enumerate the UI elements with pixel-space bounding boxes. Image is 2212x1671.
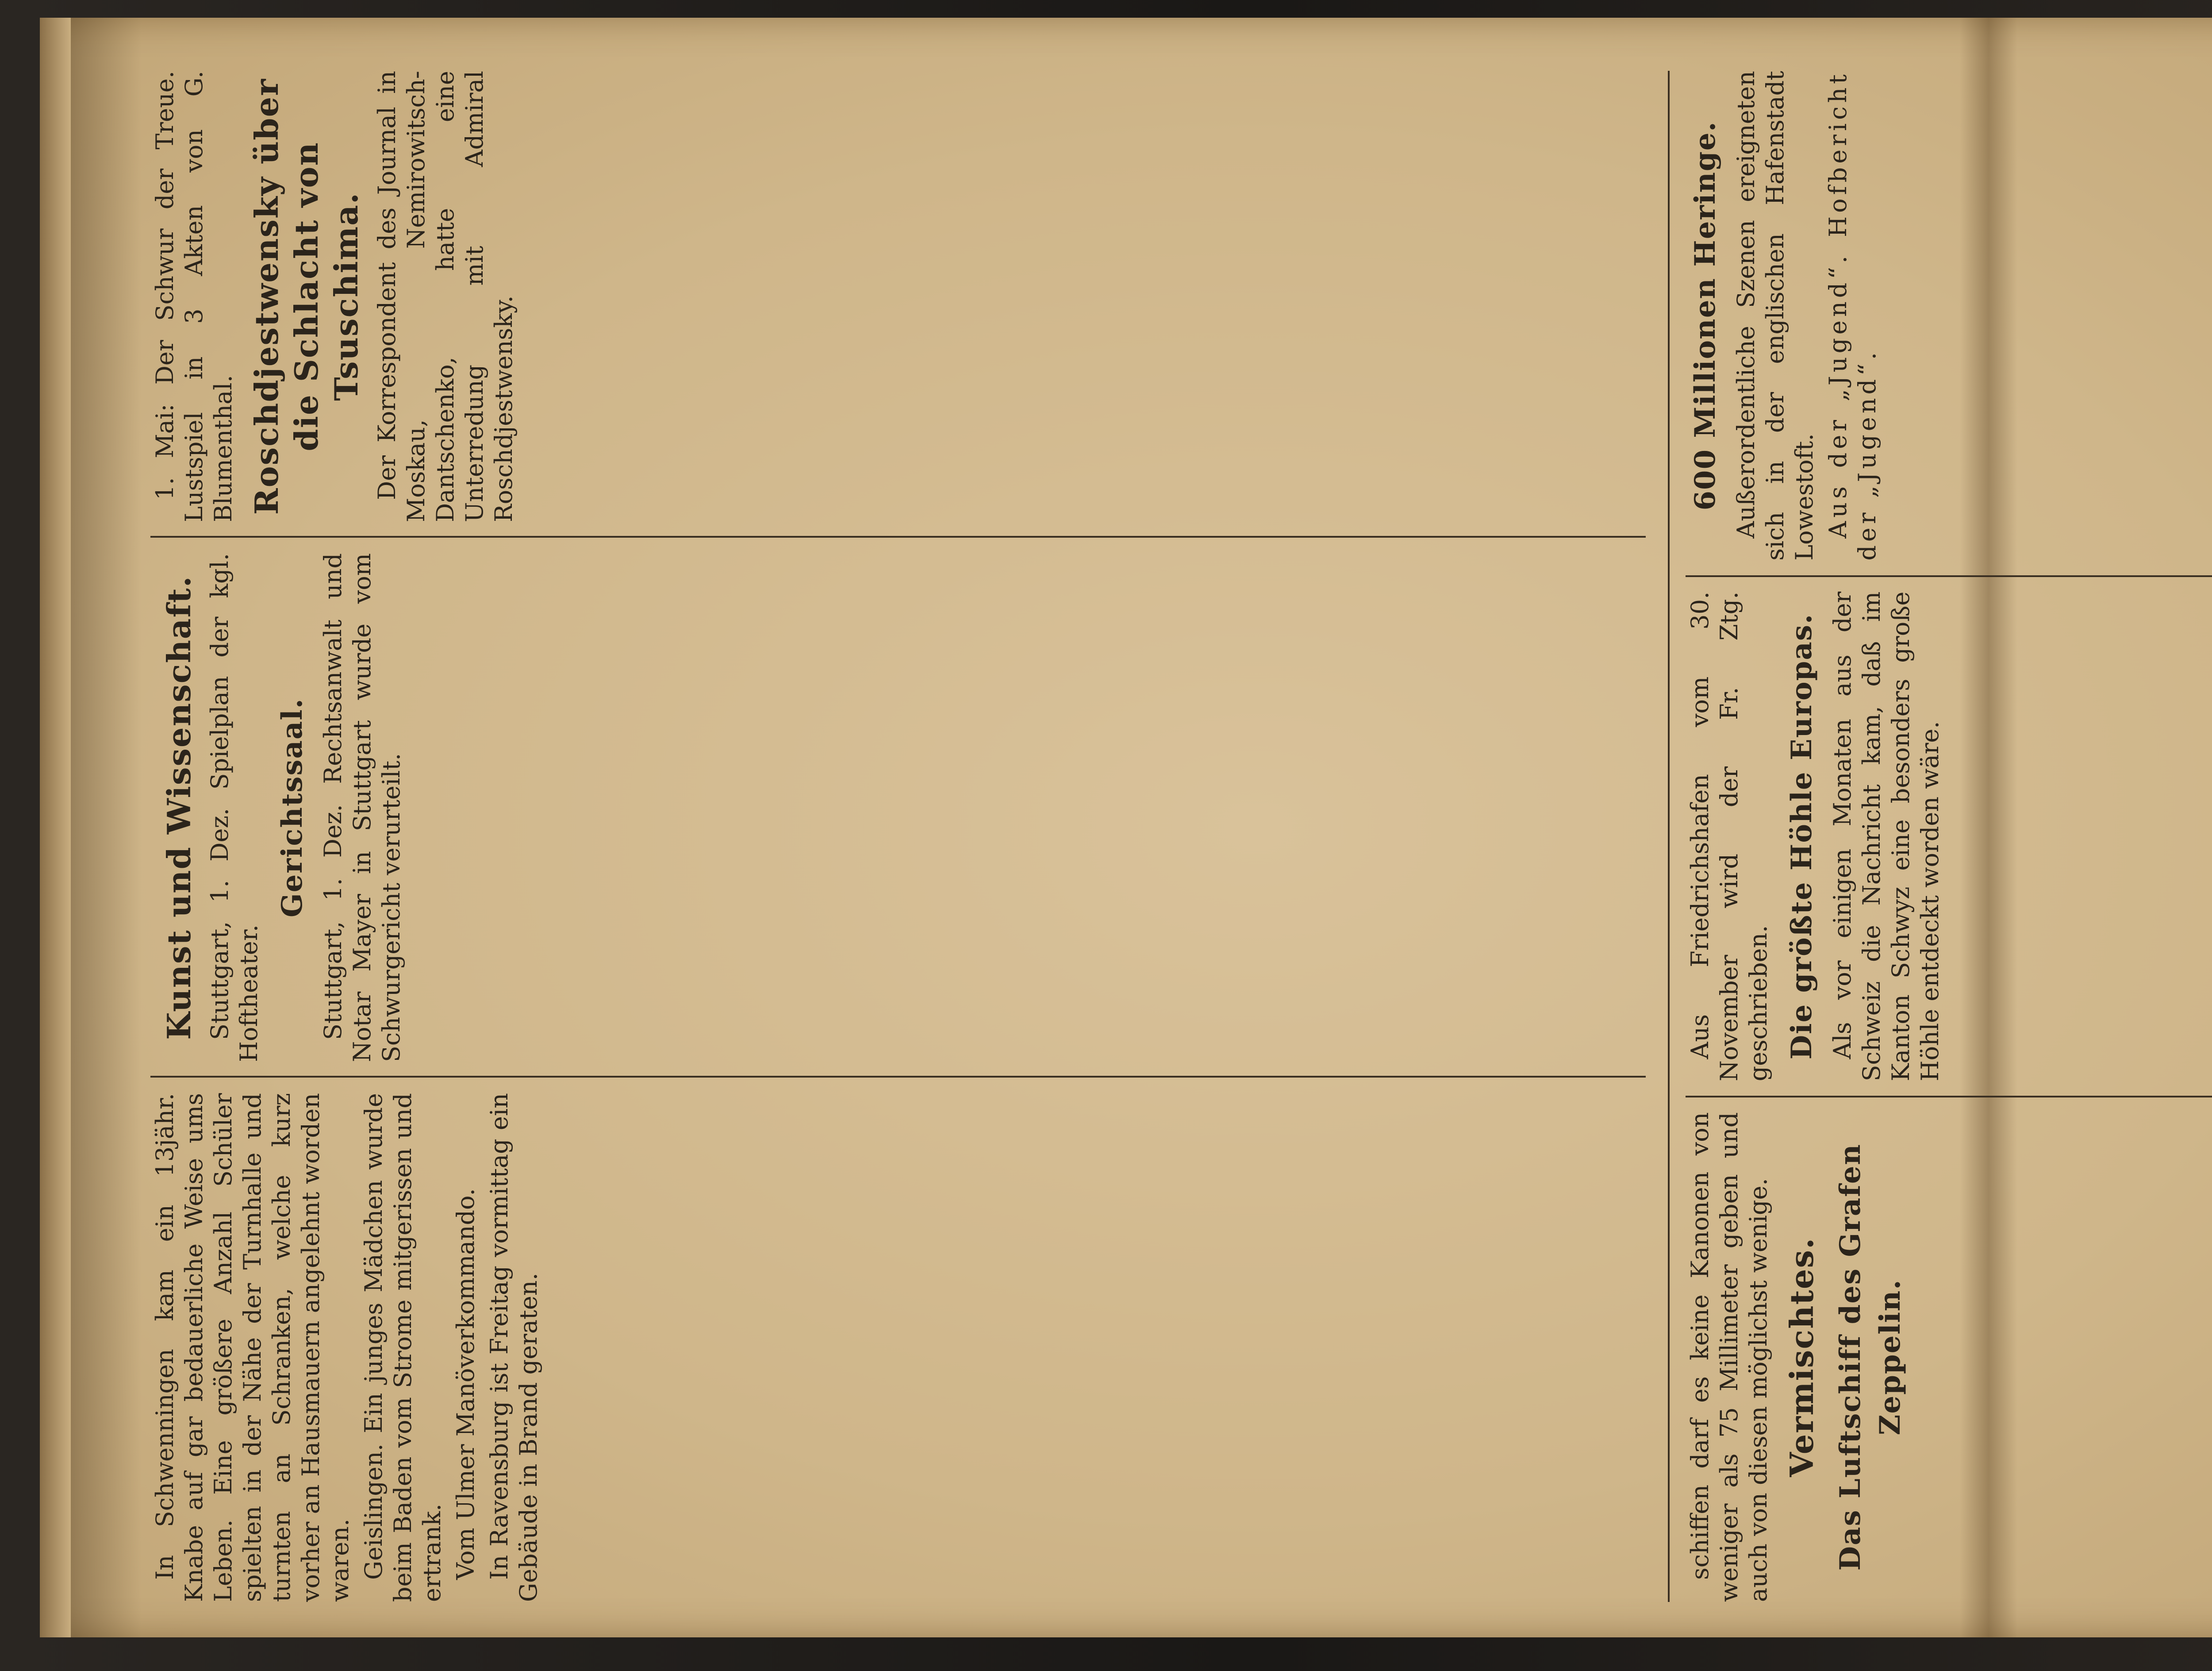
fold-shadow — [71, 18, 142, 1637]
column-1 — [150, 1093, 1646, 1602]
col4-paragraph-1: schiffen darf es keine Kanonen von weniger als 75 Millimeter geben und auch von diesen möglichst wenige. — [1686, 1112, 1772, 1602]
col1-paragraph-3: Vom Ulmer Manöverkommando. — [452, 1188, 480, 1580]
col4-paragraph-2: Aus Friedrichshafen vom 30. November wird der Fr. Ztg. geschrieben. — [1686, 591, 1772, 1082]
rotated-text-sheet — [150, 71, 2212, 1602]
col2-paragraph-2: Stuttgart, 1. Dez. Rechtsanwalt und Notar Mayer in Stuttgart wurde vom Schwurgericht verurteilt. — [319, 553, 405, 1062]
col3-paragraph-2: Der Korrespondent des Journal in Moskau, Nemirowitsch-Dantschenko, hatte eine Unterredung mit Admiral Roschdjestwensky. — [373, 71, 518, 522]
heading-gerichtssaal: Gerichtssaal. — [276, 697, 309, 918]
column-rule-2 — [150, 536, 1646, 538]
heading-roschdjestwensky: Roschdjestwensky über die Schlacht von Tsuschima. — [248, 78, 365, 515]
heading-groesste-hoehle: Die größte Höhle Europas. — [1785, 613, 1818, 1060]
heading-luftschiff: Das Luftschiff des Grafen Zeppelin. — [1834, 1143, 1907, 1571]
column-rule-1 — [150, 1076, 1646, 1078]
col4-paragraph-5: Aus der „Jugend“. Hofbericht der „Jugend“. — [1824, 71, 1881, 561]
newspaper-page — [40, 18, 2212, 1637]
col1-paragraph-1: In Schwenningen kam ein 13jähr. Knabe auf gar bedauerliche Weise ums Leben. Eine größere Anzahl Schüler spielten in der Nähe der Turnhalle und turnten an Schranken, welche kurz vorher an Hausmauern angelehnt worden waren. — [151, 1093, 354, 1602]
col2-paragraph-1: Stuttgart, 1. Dez. Spielplan der kgl. Hoftheater. — [206, 553, 263, 1062]
heading-vermischtes: Vermischtes. — [1783, 1237, 1820, 1477]
heading-kunst-und-wissenschaft: Kunst und Wissenschaft. — [160, 575, 198, 1040]
col4-paragraph-4: Außerordentliche Szenen ereigneten sich in der englischen Hafenstadt Lowestoft. — [1732, 71, 1818, 561]
column-2 — [150, 553, 1646, 1062]
column-3 — [150, 71, 1646, 522]
page-edge-left — [40, 18, 71, 1637]
section-rule — [1668, 71, 1670, 1602]
col1-paragraph-4: In Ravensburg ist Freitag vormittag ein Gebäude in Brand geraten. — [485, 1093, 542, 1602]
col1-paragraph-2: Geislingen. Ein junges Mädchen wurde beim Baden vom Strome mitgerissen und ertrank. — [360, 1093, 446, 1602]
heading-600-millionen-heringe: 600 Millionen Heringe. — [1689, 121, 1722, 511]
col3-paragraph-1: 1. Mai: Der Schwur der Treue. Lustspiel in 3 Akten von G. Blumenthal. — [151, 71, 237, 522]
col4-paragraph-3: Als vor einigen Monaten aus der Schweiz die Nachricht kam, daß im Kanton Schwyz eine besonders große Höhle entdeckt worden wäre. — [1828, 591, 1944, 1082]
column-4 — [1686, 71, 2212, 1602]
